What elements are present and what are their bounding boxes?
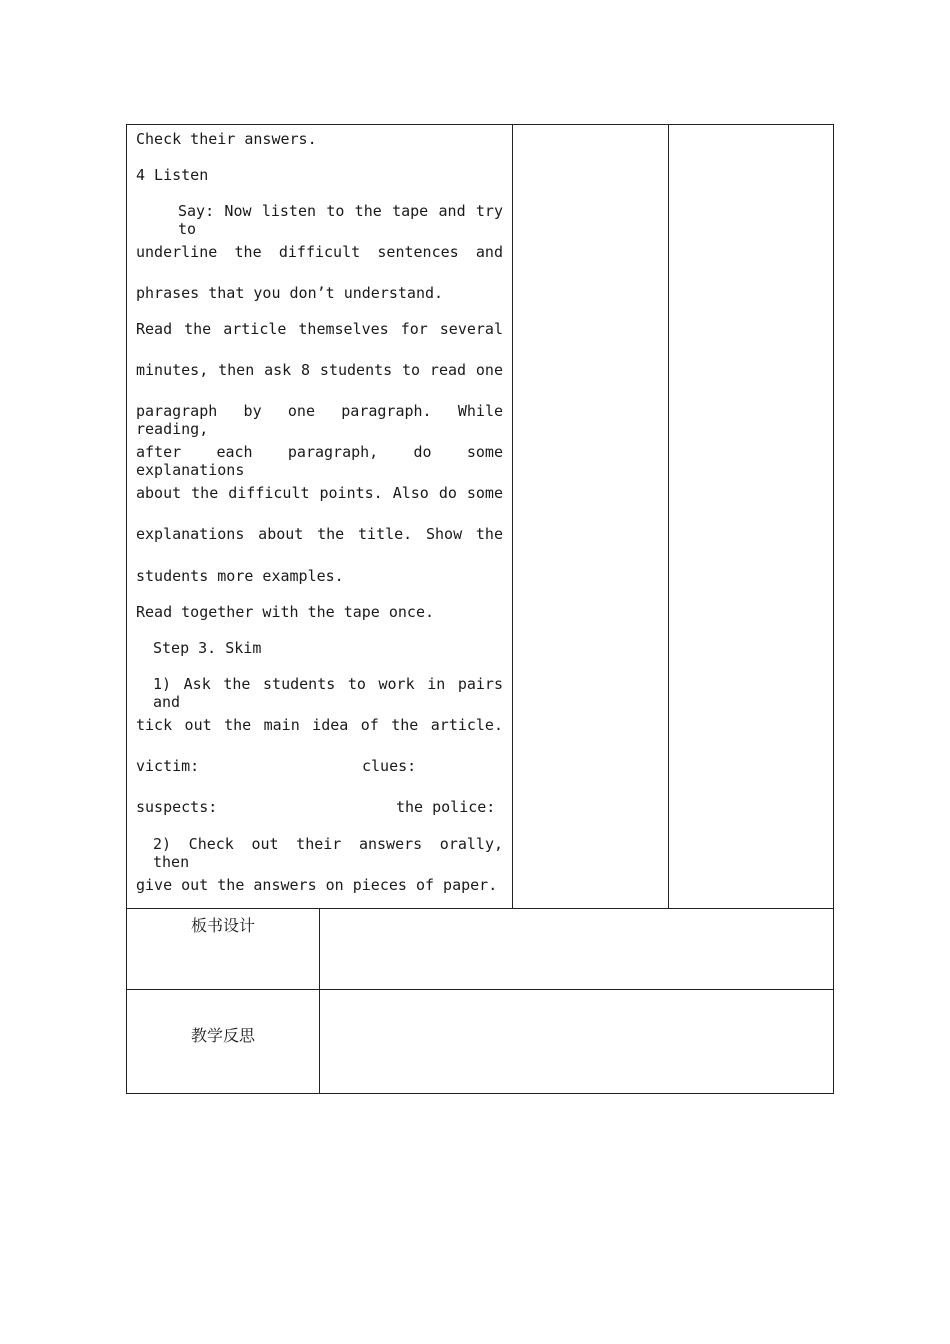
worksheet-field-victim: victim: xyxy=(136,757,200,775)
text-line: after each paragraph, do some explanations xyxy=(136,443,503,479)
text-line: give out the answers on pieces of paper. xyxy=(136,876,498,894)
teaching-reflection-label: 教学反思 xyxy=(191,1026,256,1045)
text-line: phrases that you don’t understand. xyxy=(136,284,444,302)
text-line: 2) Check out their answers orally, then xyxy=(153,835,503,871)
text-line: paragraph by one paragraph. While reading, xyxy=(136,402,503,438)
procedure-cell xyxy=(127,125,512,908)
worksheet-field-suspects: suspects: xyxy=(136,798,218,816)
text-line: explanations about the title. Show the xyxy=(136,525,503,543)
text-line: tick out the main idea of the article. xyxy=(136,716,503,734)
worksheet-field-police: the police: xyxy=(396,798,496,816)
lesson-procedure-table xyxy=(126,124,834,909)
column-divider xyxy=(668,125,669,908)
text-line: 1) Ask the students to work in pairs and xyxy=(153,675,503,711)
summary-table xyxy=(126,908,834,1094)
text-line: Say: Now listen to the tape and try to xyxy=(178,202,503,238)
row-divider xyxy=(127,989,833,990)
text-line: Check their answers. xyxy=(136,130,317,148)
text-line: underline the difficult sentences and xyxy=(136,243,503,261)
column-divider xyxy=(512,125,513,908)
worksheet-field-clues: clues: xyxy=(362,757,417,775)
text-line: Read together with the tape once. xyxy=(136,603,435,621)
text-line: Read the article themselves for several xyxy=(136,320,503,338)
text-line: students more examples. xyxy=(136,567,344,585)
step-heading: Step 3. Skim xyxy=(153,639,262,657)
text-line: minutes, then ask 8 students to read one xyxy=(136,361,503,379)
column-divider xyxy=(319,909,320,1093)
text-line: 4 Listen xyxy=(136,166,209,184)
text-line: about the difficult points. Also do some xyxy=(136,484,503,502)
board-design-label: 板书设计 xyxy=(191,916,256,935)
